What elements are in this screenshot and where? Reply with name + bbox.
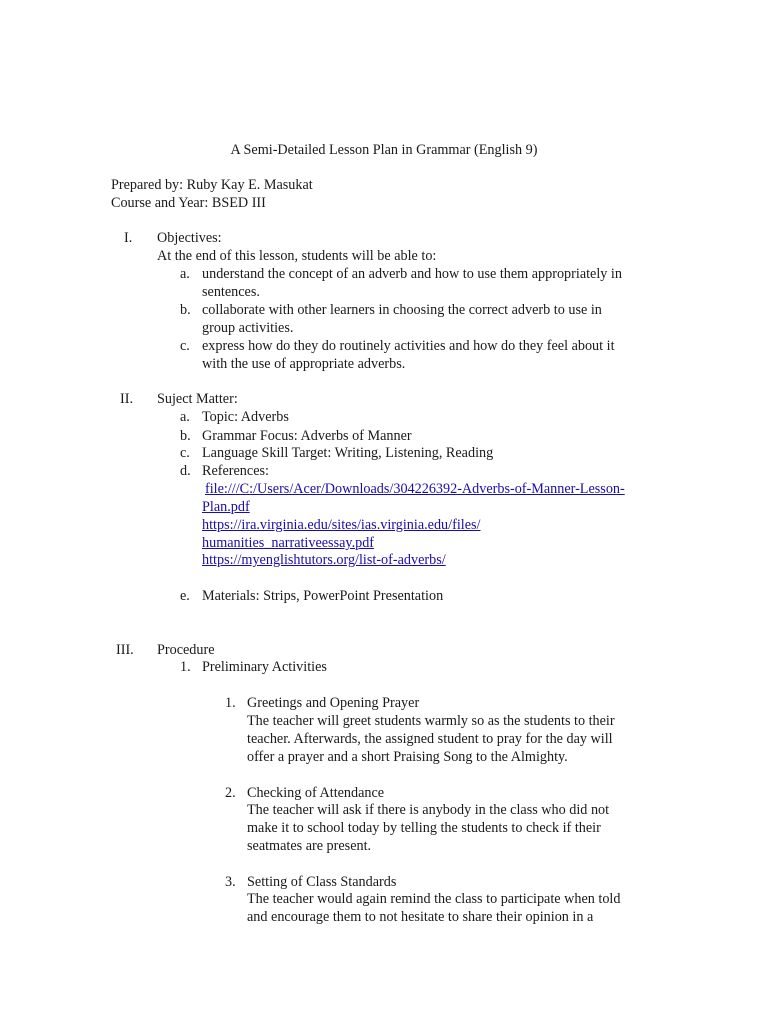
- reference-link[interactable]: file:///C:/Users/Acer/Downloads/304226392-Adverbs-of-Manner-Lesson-: [205, 481, 625, 497]
- list-marker: 1.: [180, 659, 191, 675]
- list-item-text: Topic: Adverbs: [202, 409, 289, 425]
- step-text: offer a prayer and a short Praising Song to the Almighty.: [247, 749, 568, 765]
- list-item-text: Materials: Strips, PowerPoint Presentation: [202, 588, 444, 604]
- step-text: The teacher will greet students warmly so as the students to their: [247, 713, 615, 729]
- reference-link[interactable]: https://myenglishtutors.org/list-of-adverbs/: [202, 552, 446, 568]
- list-marker: b.: [180, 428, 191, 444]
- reference-link[interactable]: Plan.pdf: [202, 499, 250, 515]
- step-text: The teacher will ask if there is anybody in the class who did not: [247, 802, 610, 818]
- section-heading-subject-matter: Suject Matter:: [157, 391, 238, 407]
- section-numeral: II.: [120, 391, 133, 407]
- list-marker: a.: [180, 409, 190, 425]
- course-and-year: Course and Year: BSED III: [111, 195, 266, 211]
- step-marker: 2.: [225, 785, 236, 801]
- step-title: Greetings and Opening Prayer: [247, 695, 420, 711]
- list-item-text: group activities.: [202, 320, 294, 336]
- step-text: and encourage them to not hesitate to share their opinion in a: [247, 909, 594, 925]
- list-item-text: sentences.: [202, 284, 260, 300]
- list-marker: a.: [180, 266, 190, 282]
- list-marker: d.: [180, 463, 191, 479]
- step-marker: 1.: [225, 695, 236, 711]
- step-text: seatmates are present.: [247, 838, 372, 854]
- document-title: A Semi-Detailed Lesson Plan in Grammar (English 9): [230, 142, 538, 158]
- reference-link[interactable]: humanities_narrativeessay.pdf: [202, 535, 375, 551]
- list-item-text: Language Skill Target: Writing, Listening, Reading: [202, 445, 494, 461]
- list-marker: c.: [180, 445, 190, 461]
- reference-link[interactable]: https://ira.virginia.edu/sites/ias.virginia.edu/files/: [202, 517, 481, 533]
- list-item-text: collaborate with other learners in choosing the correct adverb to use in: [202, 302, 602, 318]
- list-marker: e.: [180, 588, 190, 604]
- list-item-text: understand the concept of an adverb and how to use them appropriately in: [202, 266, 622, 282]
- step-title: Setting of Class Standards: [247, 874, 397, 890]
- section-heading-procedure: Procedure: [157, 642, 215, 658]
- step-text: The teacher would again remind the class to participate when told: [247, 891, 621, 907]
- section-numeral: III.: [116, 642, 134, 658]
- objectives-intro: At the end of this lesson, students will be able to:: [157, 248, 437, 264]
- list-item-text: References:: [202, 463, 269, 479]
- step-marker: 3.: [225, 874, 236, 890]
- step-text: make it to school today by telling the students to check if their: [247, 820, 601, 836]
- subsection-heading: Preliminary Activities: [202, 659, 327, 675]
- list-item-text: Grammar Focus: Adverbs of Manner: [202, 428, 412, 444]
- step-title: Checking of Attendance: [247, 785, 385, 801]
- prepared-by: Prepared by: Ruby Kay E. Masukat: [111, 177, 313, 193]
- list-item-text: with the use of appropriate adverbs.: [202, 356, 406, 372]
- list-marker: c.: [180, 338, 190, 354]
- section-heading-objectives: Objectives:: [157, 230, 222, 246]
- list-item-text: express how do they do routinely activities and how do they feel about it: [202, 338, 615, 354]
- step-text: teacher. Afterwards, the assigned student to pray for the day will: [247, 731, 613, 747]
- section-numeral: I.: [124, 230, 133, 246]
- list-marker: b.: [180, 302, 191, 318]
